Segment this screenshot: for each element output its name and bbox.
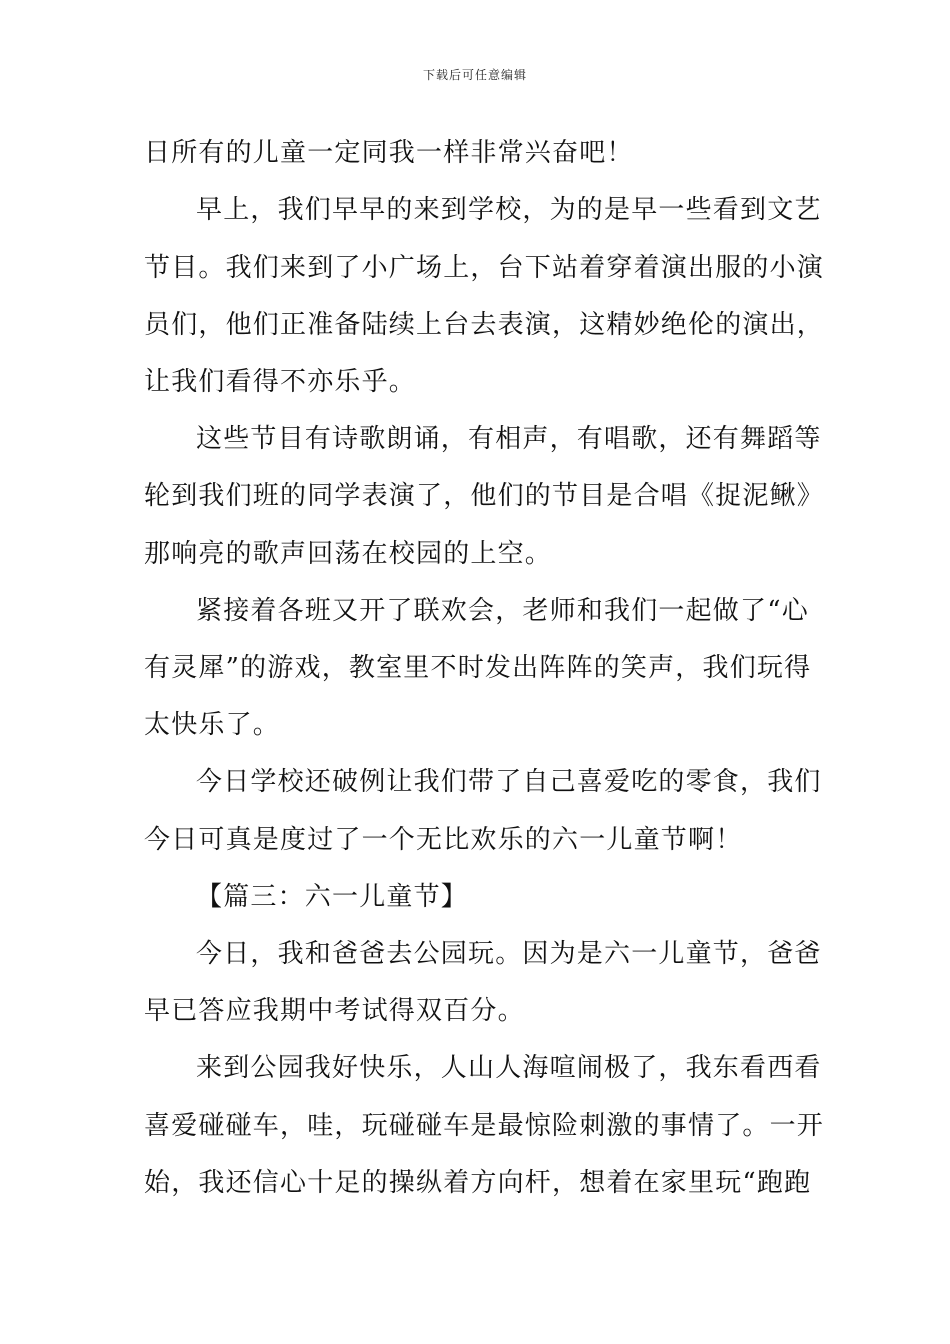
paragraph-line-2: 早上，我们早早的来到学校，为的是早一些看到文艺 xyxy=(196,195,822,225)
paragraph-line-18: 喜爱碰碰车，哇，玩碰碰车是最惊险刺激的事情了。一开 xyxy=(144,1111,825,1141)
paragraph-line-1: 日所有的儿童一定同我一样非常兴奋吧！ xyxy=(144,138,634,168)
paragraph-line-10: 有灵犀”的游戏，教室里不时发出阵阵的笑声，我们玩得 xyxy=(144,653,812,683)
paragraph-line-4: 员们，他们正准备陆续上台去表演，这精妙绝伦的演出， xyxy=(144,310,825,340)
paragraph-line-17: 来到公园我好快乐，人山人海喧闹极了，我东看西看 xyxy=(196,1053,822,1083)
paragraph-line-16: 早已答应我期中考试得双百分。 xyxy=(144,996,525,1026)
paragraph-line-12: 今日学校还破例让我们带了自己喜爱吃的零食，我们 xyxy=(196,767,822,797)
paragraph-line-7: 轮到我们班的同学表演了，他们的节目是合唱《捉泥鳅》 xyxy=(144,481,825,511)
paragraph-line-3: 节目。我们来到了小广场上，台下站着穿着演出服的小演 xyxy=(144,253,825,283)
paragraph-line-19: 始，我还信心十足的操纵着方向杆，想着在家里玩“跑跑 xyxy=(144,1168,812,1198)
paragraph-line-5: 让我们看得不亦乐乎。 xyxy=(144,367,417,397)
paragraph-line-15: 今日，我和爸爸去公园玩。因为是六一儿童节，爸爸 xyxy=(196,939,822,969)
paragraph-line-13: 今日可真是度过了一个无比欢乐的六一儿童节啊！ xyxy=(144,825,743,855)
paragraph-line-11: 太快乐了。 xyxy=(144,710,281,740)
page-header: 下载后可任意编辑 xyxy=(422,68,527,82)
paragraph-line-8: 那响亮的歌声回荡在校园的上空。 xyxy=(144,539,553,569)
paragraph-line-9: 紧接着各班又开了联欢会，老师和我们一起做了“心 xyxy=(196,596,809,626)
paragraph-line-6: 这些节目有诗歌朗诵，有相声，有唱歌，还有舞蹈等 xyxy=(196,424,822,454)
section-heading: 【篇三：六一儿童节】 xyxy=(196,882,469,912)
